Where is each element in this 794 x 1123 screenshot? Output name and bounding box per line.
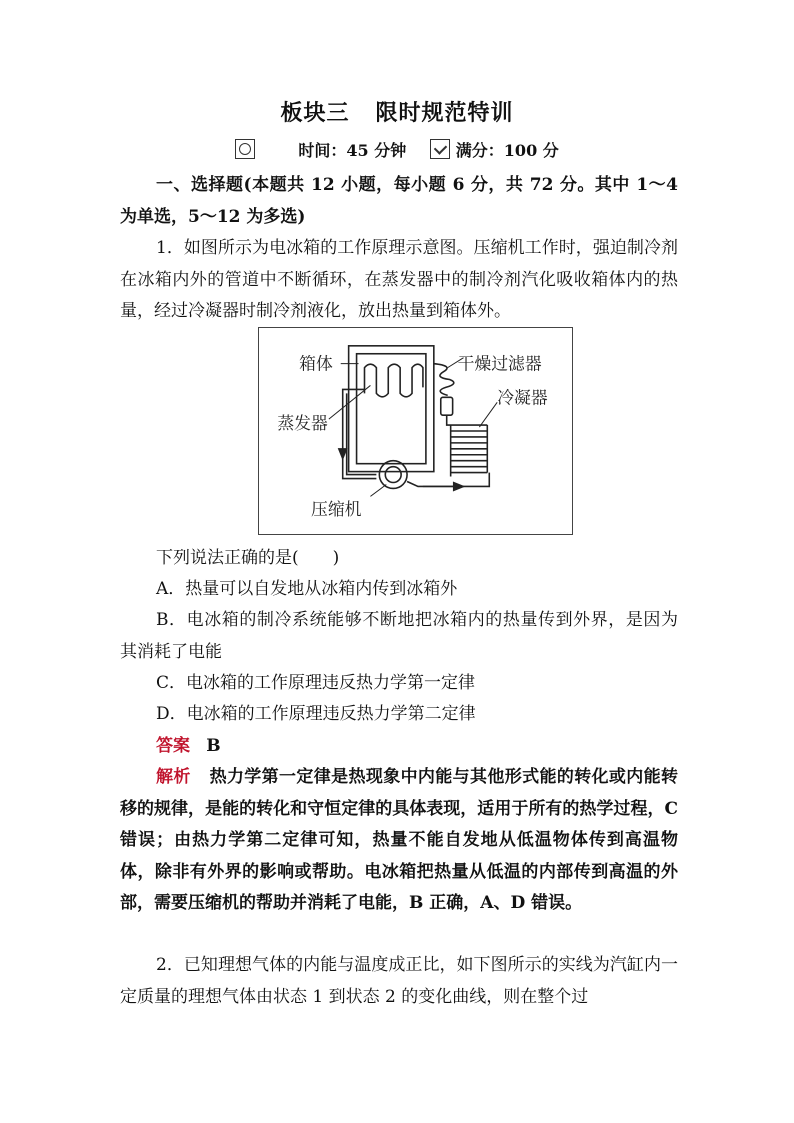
dryer-filter: [441, 397, 453, 415]
option-b: B．电冰箱的制冷系统能够不断地把冰箱内的热量传到外界，是因为其消耗了电能: [120, 610, 678, 662]
answer-line: [120, 731, 678, 763]
answer-label: 答案: [156, 736, 190, 756]
analysis-block: [120, 762, 678, 920]
question-2-stem: 2．已知理想气体的内能与温度成正比，如下图所示的实线为汽缸内一定质量的理想气体由状态 1 到状态 2 的变化曲线，则在整个过: [120, 955, 678, 1007]
label-box: 箱体: [299, 353, 333, 374]
page-title: [0, 96, 794, 127]
filter-spring: [434, 364, 454, 396]
return-pipe: [343, 389, 377, 478]
section-heading: 一、选择题(本题共 12 小题，每小题 6 分，共 72 分。其中 1～4 为单选，5～12 为多选): [120, 175, 678, 227]
clock-icon: [235, 139, 255, 159]
full-score: 满分：100 分: [455, 141, 559, 160]
analysis-text: 热力学第一定律是热现象中内能与其他形式能的转化或内能转移的规律，是能的转化和守恒定律的具体表现，适用于所有的热学过程，C 错误；由热力学第二定律可知，热量不能自发地从低温物体传到高温物体，除非有外界的影响或帮助。电冰箱把热量从低温的内部传到高温的外部，需要压缩机的帮助并消耗了电能，B 正确，A、D 错误。: [120, 767, 678, 913]
refrigerator-schematic: [259, 328, 572, 534]
answer-value: B: [206, 736, 221, 756]
label-dryer-filter: 干燥过滤器: [457, 353, 542, 374]
title-part-2: 限时规范特训: [375, 100, 514, 126]
exam-meta: [0, 138, 794, 161]
label-evaporator: 蒸发器: [277, 413, 328, 434]
label-condenser: 冷凝器: [497, 387, 548, 408]
option-d: D．电冰箱的工作原理违反热力学第二定律: [156, 704, 476, 724]
question-1-stem: 1．如图所示为电冰箱的工作原理示意图。压缩机工作时，强迫制冷剂在冰箱内外的管道中不断循环，在蒸发器中的制冷剂汽化吸收箱体内的热量，经过冷凝器时制冷剂液化，放出热量到箱体外。: [120, 238, 678, 321]
option-a: A．热量可以自发地从冰箱内传到冰箱外: [156, 579, 458, 599]
option-c: C．电冰箱的工作原理违反热力学第一定律: [156, 673, 476, 693]
box-inner: [357, 354, 426, 464]
refrigerator-diagram: [258, 327, 573, 535]
compressor: [379, 461, 407, 489]
output-pipe: [407, 473, 489, 487]
title-part-1: 板块三: [280, 100, 350, 126]
analysis-label: 解析: [156, 767, 191, 787]
question-1-prompt: 下列说法正确的是( ): [156, 548, 340, 568]
score-icon: [430, 139, 450, 159]
label-compressor: 压缩机: [311, 499, 362, 520]
time-limit: 时间：45 分钟: [298, 141, 407, 160]
evaporator-coil: [364, 364, 422, 397]
